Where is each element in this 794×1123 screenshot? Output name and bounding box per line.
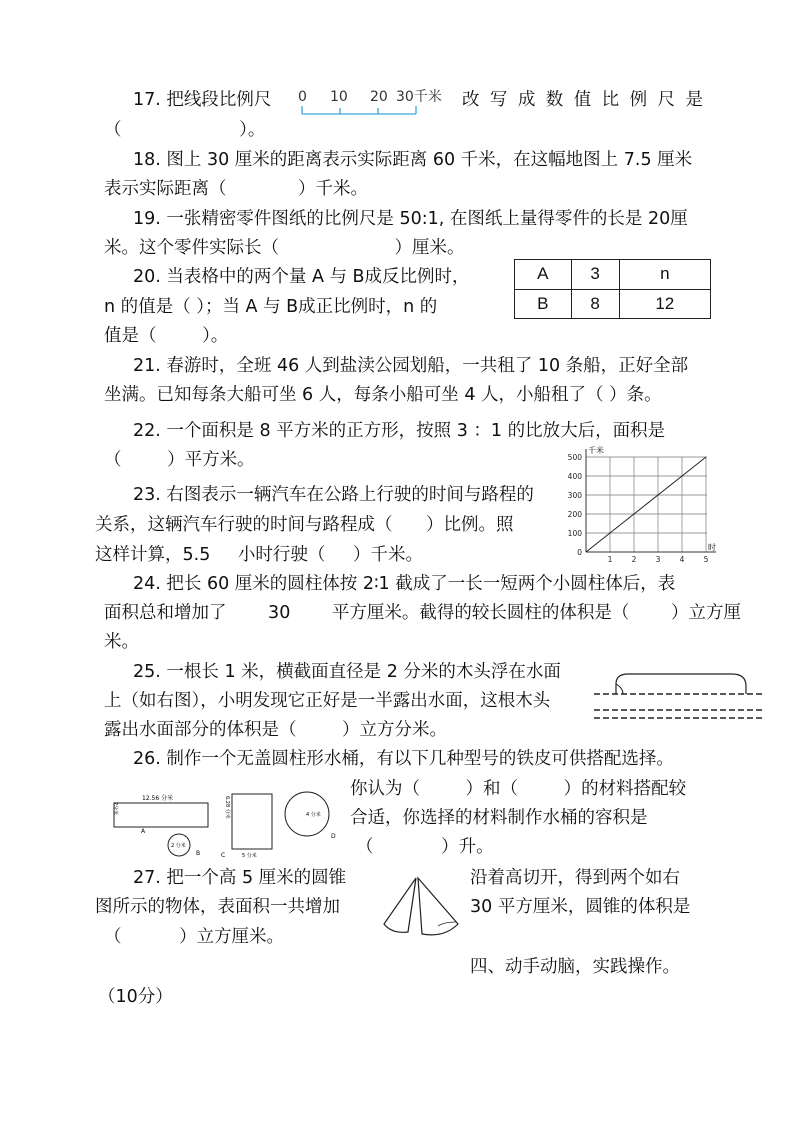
sheet-b-letter: B: [196, 850, 201, 857]
sheet-c-side-label: 6.28 分米: [224, 796, 230, 819]
q23-distance-time-chart: [564, 444, 734, 569]
q19-line2: 米。这个零件实际长（ ）厘米。: [104, 238, 465, 258]
chart-ylabel: 千米: [588, 446, 604, 455]
q23-line1: 23. 右图表示一辆汽车在公路上行驶的时间与路程的: [133, 485, 534, 505]
table-cell: n: [619, 260, 710, 290]
sheet-a-top-label: 12.56 分米: [142, 795, 174, 802]
q20-line2: n 的值是（ ）；当 A 与 B成正比例时，n 的: [104, 297, 438, 317]
table-cell: 8: [571, 289, 619, 319]
q26-metal-sheets-figure: [108, 786, 346, 864]
chart-x-tick: 4: [679, 555, 685, 564]
chart-y-tick: 0: [577, 548, 582, 557]
scale-bar: [302, 106, 416, 114]
q24-line2: 面积总和增加了 30 平方厘米。截得的较长圆柱的体积是（ ）立方厘: [104, 603, 741, 623]
q21-line2: 坐满。已知每条大船可坐 6 人，每条小船可坐 4 人，小船租了（ ）条。: [104, 385, 662, 405]
section4-title: 四、动手动脑，实践操作。: [470, 957, 680, 977]
sheet-c-rectangle: [232, 794, 272, 849]
table-cell: 3: [571, 260, 619, 290]
half-cone-right-base: [438, 922, 456, 926]
q20-table: [514, 259, 711, 319]
q18-line2: 表示实际距离（ ）千米。: [104, 179, 369, 199]
q25-line2: 上（如右图），小明发现它正好是一半露出水面，这根木头: [104, 691, 551, 711]
q27-line2-left: 图所示的物体，表面积一共增加: [95, 897, 340, 917]
sheet-a-letter: A: [141, 828, 146, 835]
sheet-d-label: 4 分米: [306, 812, 321, 818]
chart-x-tick: 3: [655, 555, 661, 564]
q27-line2-right: 30 平方厘米，圆锥的体积是: [470, 897, 691, 917]
scale-label-20: 20: [370, 89, 388, 105]
q20-line3: 值是（ ）。: [104, 326, 229, 346]
scale-label-30: 30千米: [396, 89, 442, 105]
sheet-c-bottom-label: 5 分米: [242, 853, 257, 859]
log-top-outline: [616, 674, 746, 694]
water-surface: [594, 694, 762, 718]
chart-x-tick: 2: [631, 555, 637, 564]
sheet-c-letter: C: [221, 852, 226, 859]
q26-line3: 合适，你选择的材料制作水桶的容积是: [350, 808, 648, 828]
half-cone-left-edge: [408, 878, 416, 932]
sheet-a-rectangle: [114, 803, 208, 827]
scale-label-10: 10: [330, 89, 348, 105]
chart-y-tick: 500: [567, 453, 582, 462]
half-cone-right: [418, 878, 458, 935]
chart-y-tick: 400: [567, 472, 582, 481]
chart-distance-line: [586, 457, 706, 552]
q17-line-scale-figure: [298, 84, 448, 120]
q27-half-cones-figure: [378, 874, 464, 944]
q17-line1-right: 改 写 成 数 值 比 例 尺 是: [462, 90, 703, 110]
q20-line1: 20. 当表格中的两个量 A 与 B成反比例时，: [133, 267, 470, 287]
q17-line2: （ ）。: [104, 120, 266, 140]
q25-line3: 露出水面部分的体积是（ ）立方分米。: [104, 720, 448, 740]
q18-line1: 18. 图上 30 厘米的距离表示实际距离 60 千米，在这幅地图上 7.5 厘米: [133, 150, 693, 170]
table-row-a: [515, 260, 711, 290]
q22-line1: 22. 一个面积是 8 平方米的正方形，按照 3 ：1 的比放大后，面积是: [133, 421, 666, 441]
sheet-d-letter: D: [331, 833, 336, 840]
q24-line3: 米。: [104, 632, 139, 652]
q23-line3: 这样计算，5.5 小时行驶（ ）千米。: [95, 545, 423, 565]
q23-line2: 关系，这辆汽车行驶的时间与路程成（ ）比例。照: [95, 515, 514, 535]
q25-line1: 25. 一根长 1 米，横截面直径是 2 分米的木头浮在水面: [133, 662, 561, 682]
q25-floating-log-figure: [594, 672, 762, 724]
chart-x-tick: 5: [703, 555, 709, 564]
table-cell: A: [515, 260, 572, 290]
sheet-a-side-label: 2分米: [112, 802, 118, 816]
chart-y-tick: 100: [567, 529, 582, 538]
q24-line1: 24. 把长 60 厘米的圆柱体按 2∶1 截成了一长一短两个小圆柱体后，表: [133, 574, 676, 594]
scale-label-0: 0: [298, 89, 307, 105]
q27-line3: （ ）立方厘米。: [104, 927, 285, 947]
table-cell: 12: [619, 289, 710, 319]
q26-line2: 你认为（ ）和（ ）的材料搭配较: [350, 779, 687, 799]
q22-line2: （ ）平方米。: [104, 450, 255, 470]
table-row-b: [515, 289, 711, 319]
q26-line1: 26. 制作一个无盖圆柱形水桶，有以下几种型号的铁皮可供搭配选择。: [133, 749, 674, 769]
log-left-end: [616, 684, 623, 694]
q21-line1: 21. 春游时，全班 46 人到盐渎公园划船，一共租了 10 条船，正好全部: [133, 356, 689, 376]
q19-line1: 19. 一张精密零件图纸的比例尺是 50:1, 在图纸上量得零件的长是 20厘: [133, 209, 688, 229]
table-cell: B: [515, 289, 572, 319]
chart-y-tick: 200: [567, 510, 582, 519]
section4-score: （10分）: [98, 987, 173, 1007]
q27-line1-left: 27. 把一个高 5 厘米的圆锥: [133, 868, 347, 888]
chart-y-tick: 300: [567, 491, 582, 500]
half-cone-left: [384, 878, 416, 932]
q17-line1: 17. 把线段比例尺: [133, 90, 272, 110]
sheet-b-label: 2 分米: [171, 843, 186, 849]
chart-xlabel: 时: [708, 543, 716, 552]
q27-line1-right: 沿着高切开，得到两个如右: [470, 868, 680, 888]
chart-x-tick: 1: [607, 555, 613, 564]
q26-line4: （ ）升。: [356, 837, 494, 857]
